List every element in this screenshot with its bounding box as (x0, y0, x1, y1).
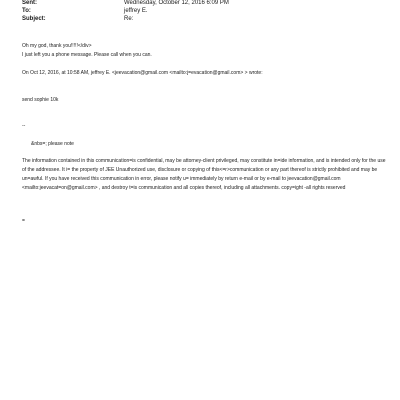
quoted-message: send sophie 10k (22, 97, 59, 103)
sent-label: Sent: (22, 0, 37, 6)
signature-separator: -- (22, 123, 26, 129)
sent-value: Wednesday, October 12, 2016 6:09 PM (124, 0, 229, 6)
quote-intro: On Oct 12, 2016, at 10:58 AM, jeffrey E. <jeevacation@gmail.com <mailto:j=evacation@gmail.com> > wrote: (22, 70, 263, 76)
subject-value: Re: (124, 16, 134, 22)
subject-row (22, 15, 133, 23)
sent-row (22, 0, 229, 7)
please-note: &nbs=; please note (31, 141, 74, 147)
reply-line-1: Oh my god, thank you!!!!!</div> (22, 43, 92, 49)
to-value: jeffrey E. (124, 8, 148, 14)
to-row (22, 7, 148, 15)
reply-line-2: I just left you a phone message. Please call when you can. (22, 52, 152, 58)
confidentiality-disclaimer: The information contained in this communication=is confidential, may be attorney-client privileged, may constitute in=ide information, and is intended only for the use of the addressee. It i= the property of JEE Unauthorized use, disclosure or copying of this<=r>communication or any part thereof is strictly prohibited and may be un=awful. If you have received this communication in error, please notify u= immediately by return e-mail or by e-mail to jeevacation@gmail.com <mailto:jeevacat=on@gmail.com> , and destroy t=is communication and all copies thereof, including all attachments. copy=ight -all rights reserved (22, 158, 386, 191)
subject-label: Subject: (22, 16, 46, 22)
to-label: To: (22, 8, 31, 14)
trailing-mark: = (22, 218, 25, 224)
